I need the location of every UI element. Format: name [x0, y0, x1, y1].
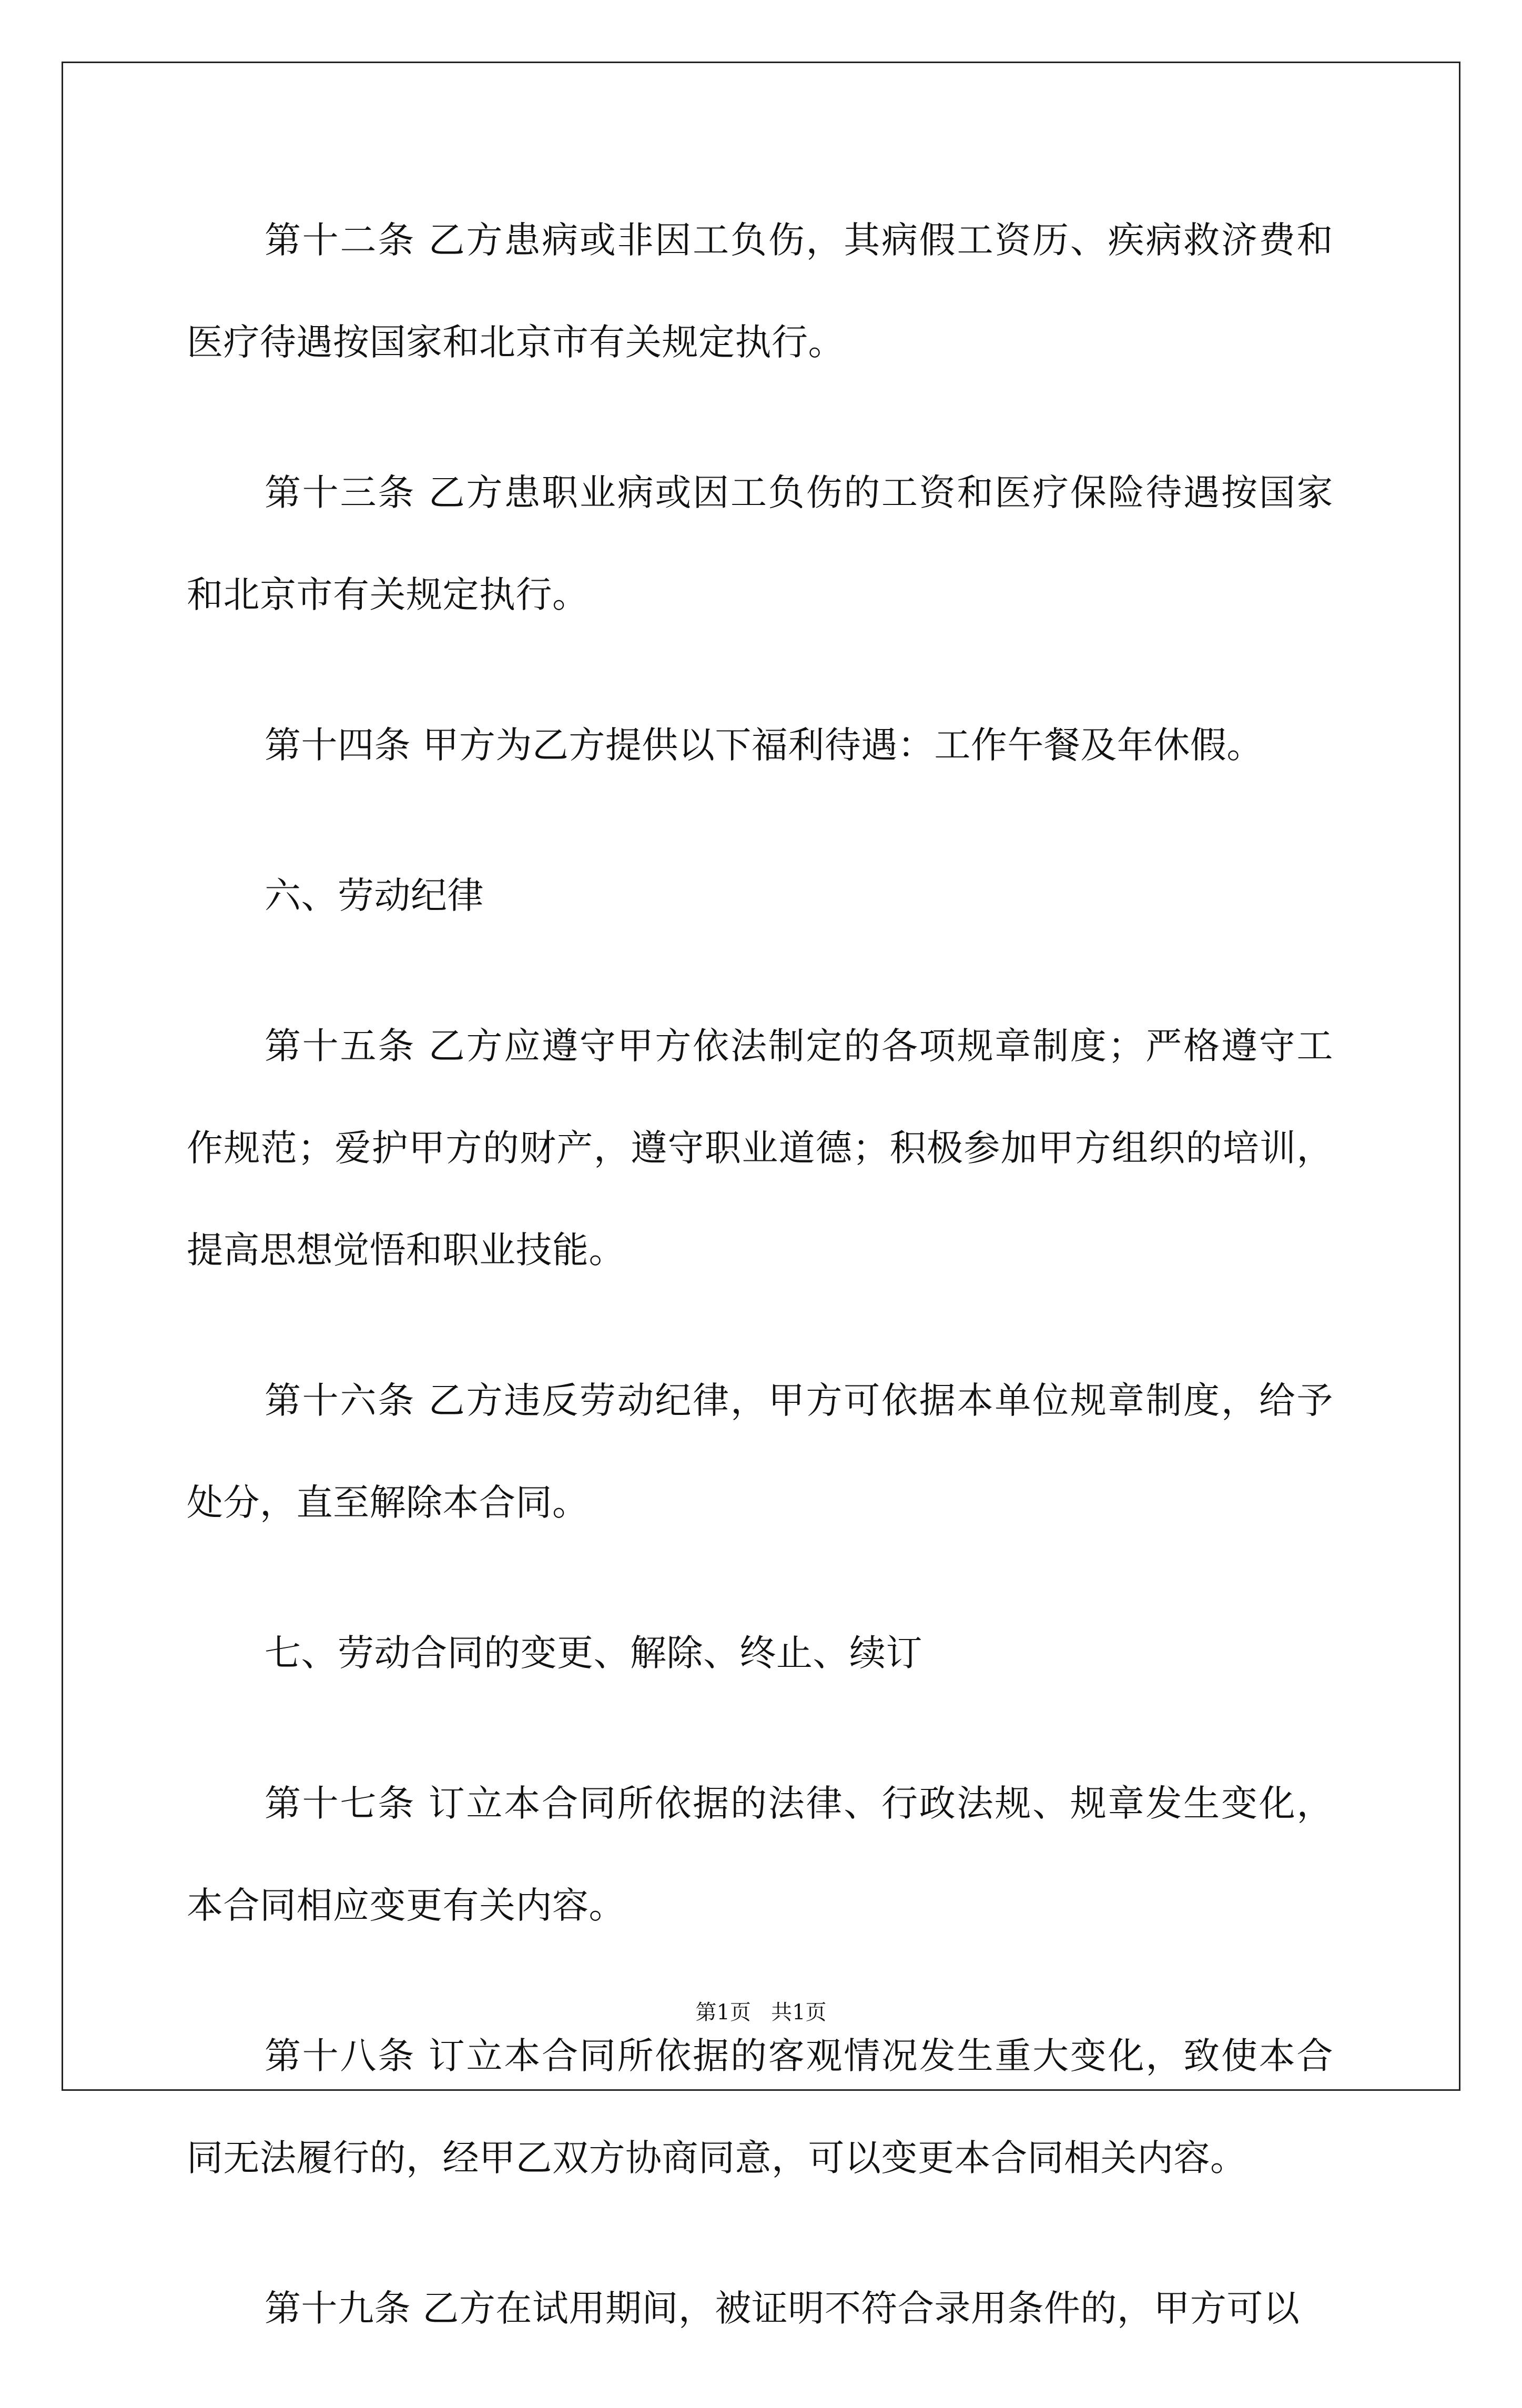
- paragraph-article-18: 第十八条 订立本合同所依据的客观情况发生重大变化，致使本合同无法履行的，经甲乙双方协商同意，可以变更本合同相关内容。: [187, 2035, 1333, 2179]
- paragraph-article-19: 第十九条 乙方在试用期间，被证明不符合录用条件的，甲方可以: [265, 2288, 1300, 2330]
- page-number-current: 第1页: [695, 2000, 751, 2025]
- paragraph-article-13: 第十三条 乙方患职业病或因工负伤的工资和医疗保险待遇按国家和北京市有关规定执行。: [187, 472, 1333, 616]
- paragraph-article-17: 第十七条 订立本合同所依据的法律、行政法规、规章发生变化，本合同相应变更有关内容。: [187, 1783, 1333, 1927]
- paragraph-article-16: 第十六条 乙方违反劳动纪律，甲方可依据本单位规章制度，给予处分，直至解除本合同。: [187, 1380, 1333, 1524]
- document-body: [187, 189, 1333, 2408]
- paragraph-article-12: 第十二条 乙方患病或非因工负伤，其病假工资历、疾病救济费和医疗待遇按国家和北京市有关规定执行。: [187, 219, 1333, 363]
- paragraph-article-14: 第十四条 甲方为乙方提供以下福利待遇：工作午餐及年休假。: [265, 724, 1263, 766]
- section-heading-labor-discipline: 六、劳动纪律: [265, 875, 484, 917]
- section-heading-contract-change: 七、劳动合同的变更、解除、终止、续订: [265, 1632, 922, 1674]
- paragraph-article-15: 第十五条 乙方应遵守甲方依法制定的各项规章制度；严格遵守工作规范；爱护甲方的财产，遵守职业道德；积极参加甲方组织的培训，提高思想觉悟和职业技能。: [187, 1025, 1333, 1271]
- page-footer: [0, 1996, 1522, 2026]
- page-number-total: 共1页: [771, 2000, 827, 2025]
